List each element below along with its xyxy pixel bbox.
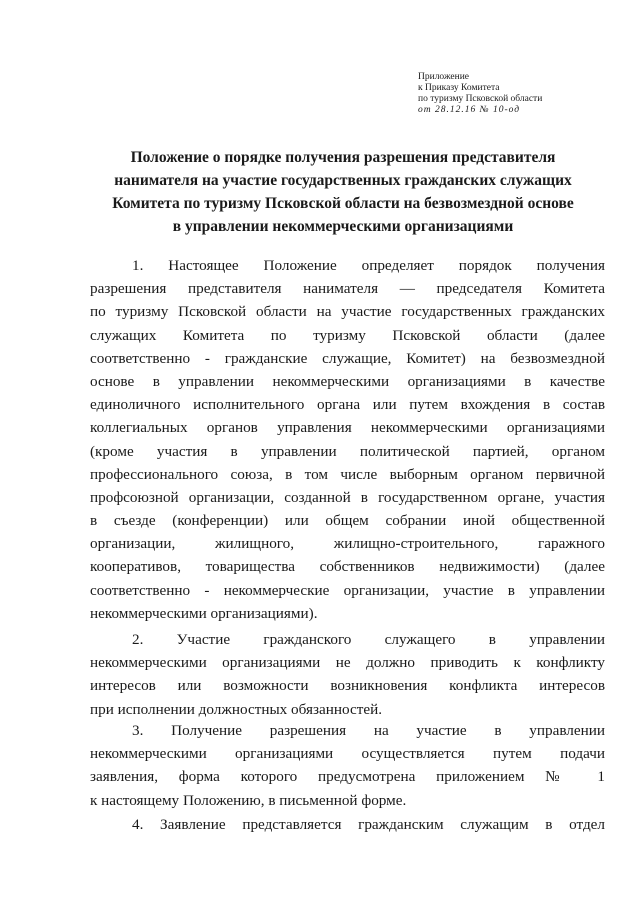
text-line: служащих Комитета по туризму Псковской области (далее — [90, 326, 605, 344]
text-line: 4. Заявление представляется гражданским служащим в отдел — [132, 816, 605, 833]
paragraph-3 — [90, 719, 605, 812]
text-line: разрешения представителя нанимателя — председателя Комитета — [90, 280, 605, 298]
text-line: 1. Настоящее Положение определяет порядок получения — [132, 257, 605, 274]
annex-line: по туризму Псковской области — [418, 94, 543, 104]
text-line: некоммерческими организациями не должно приводить к конфликту — [90, 654, 605, 672]
text-line: единоличного исполнительного органа или путем вхождения в состав — [90, 396, 605, 414]
text-line: некоммерческими организациями). — [90, 604, 318, 622]
title-line: нанимателя на участие государственных гражданских служащих — [114, 172, 572, 189]
text-line: к настоящему Положению, в письменной форме. — [90, 791, 407, 809]
paragraph-1 — [90, 254, 605, 625]
text-line: соответственно - некоммерческие организации, участие в управлении — [90, 581, 605, 599]
text-line: кооперативов, товарищества собственников недвижимости) (далее — [90, 558, 605, 576]
text-line: основе в управлении некоммерческими организациями в качестве — [90, 372, 605, 390]
text-line: 2. Участие гражданского служащего в управлении — [132, 631, 605, 648]
text-line: при исполнении должностных обязанностей. — [90, 700, 382, 718]
title-line: Комитета по туризму Псковской области на безвозмездной основе — [112, 195, 574, 212]
text-line: по туризму Псковской области на участие государственных гражданских — [90, 303, 605, 321]
text-line: (кроме участия в управлении политической партией, органом — [90, 442, 605, 460]
text-line: заявления, форма которого предусмотрена приложением № 1 — [90, 768, 605, 786]
annex-date-number: от 28.12.16 № 10-од — [418, 105, 521, 115]
text-line: коллегиальных органов управления некоммерческими организациями — [90, 419, 605, 437]
text-line: организации, жилищного, жилищно-строительного, гаражного — [90, 535, 605, 553]
title-line: Положение о порядке получения разрешения представителя — [130, 149, 556, 166]
document-title — [108, 146, 578, 238]
text-line: профсоюзной организации, созданной в государственном органе, участия — [90, 488, 605, 506]
text-line: профессионального союза, в том числе выборным органом первичной — [90, 465, 605, 483]
text-line: интересов или возможности возникновения конфликта интересов — [90, 677, 605, 695]
annex-line: к Приказу Комитета — [418, 83, 500, 93]
text-line: соответственно - гражданские служащие, Комитет) на безвозмездной — [90, 349, 605, 367]
annex-line: Приложение — [418, 72, 469, 82]
title-line: в управлении некоммерческими организациями — [172, 218, 514, 235]
paragraph-4 — [90, 813, 605, 836]
text-line: 3. Получение разрешения на участие в управлении — [132, 722, 605, 739]
text-line: в съезде (конференции) или общем собрании иной общественной — [90, 512, 605, 530]
annex-header — [418, 72, 542, 116]
paragraph-2 — [90, 628, 605, 721]
text-line: некоммерческими организациями осуществляется путем подачи — [90, 745, 605, 763]
